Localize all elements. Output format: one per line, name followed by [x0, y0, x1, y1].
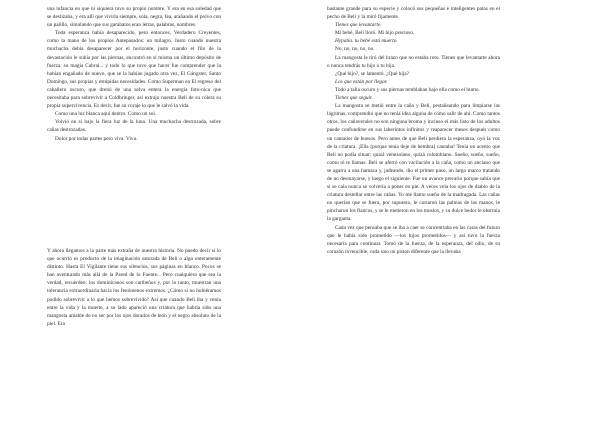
italic-paragraph: Tienes que levantarte. [335, 22, 382, 29]
paragraph: No, no, no, no, no. [335, 46, 375, 53]
paragraph: Todo a talla oscuro y sus piernas temblaban bajo ella como el humo. [335, 86, 480, 93]
paragraph: Y ahora llegamos a la parte más extraña de nuestra historia. No puedo decir si lo que ocurrió es producto de la imaginación saturada de Beli o algo enteramente distinto. Hasta El Vigilante tiene sus silencios, sus páginas en blanco. Pocos se han aventurado más allá de la Pared de lo Fuente... Pero cualquiera que sea la verdad, recuerden: los dominicanos son caribeños y, por lo tanto, muestran una tolerancia extraordinaria hacia los fenómenos extremos. ¿Cómo si no hubiéramos podido sobrevivir a lo que hemos sobrevivido? Así que cuando Beli iba y venía entre la vida y la muerte, a su lado apareció una criatura que habría sido una mangosta amable de no ser por los ojos dorados de león y el negro absoluto de la piel. Era [47, 248, 221, 327]
paragraph: una infancia en que ni siquiera tuvo su propio nombre. Y era en esa soledad que se deslizaba, y era allí que vivirla siempre, sola, negra, fea, arañando el polvo con un palillo, simulando que sus garabatos eran letras, palabras, nombres. [47, 6, 221, 29]
paragraph: Como una luz blanca aquí dentro. Como un sol. [55, 111, 157, 118]
paragraph: La mangosta le tiró del brazo que no estaba roto. Tienes que levantarte ahora o nunca tendrás tu hijo o tu hija. [327, 54, 500, 69]
italic-paragraph: Tienes que seguir. [335, 95, 373, 102]
paragraph: Cada vez que pensaba que se iba a caer se concentraba en las caras del futuro que le había sido prometido —los hijos prometidos— y así tuvo la fuerza necesaria para continuar. Tomó de la fuerza, de la esperanza, del odio, de su corazón invencible, cada uno un piston diferente que la llevaba [327, 224, 500, 255]
italic-paragraph: Hypatía. tu bebé está muerto. [335, 38, 398, 45]
paragraph: bastante grande para su especie y colocó sus pequeñas e inteligentes patas en el pecho de Beli y la miró fijamente. [327, 6, 500, 21]
left-page-bottom-text [47, 247, 221, 328]
paragraph: Dolor por todas partes pero viva. Viva. [55, 135, 138, 142]
paragraph: Toda esperanza había desaparecido, pero entonces, Verdadero Creyentes, como la mano de los propios Antepasados: un milagro. Justo cuando nuestra muchacha debía desaparecer por el horizonte, justo cuando el filo de la devastación le subía por las piernas, encontró en sí misma un último depósito de fuerza: su magia Cabral... y todo lo que tuvo que hacer fue comprender que la habían engañado de nuevo, que se la habían jugado otra vez, El Gángster, Santo Domingo, sus propias y estúpidas necesidades. Como Superman en El regreso del caballero oscuro, que drenó de una selva entera la energía foto-nica que necesitaba para sobrevivir a Coldbringer, así extrajo nuestra Beli de su cólera su propia supervivencia. Es decir, fue su coraje lo que le salvó la vida. [47, 30, 221, 110]
right-page [327, 0, 500, 430]
paragraph: La mangosta se metió entre la caña y Beli, pestañeando para limpiarse las lágrimas, comprendió que no tenía idea alguna de cómo salir de ahí. Como tantos otros, los cañaverales no son ninguna broma y incluso el más listo de los adultos puede confundirse en sus laberintos infinitos y reaparecer meses después como un cantador de huesos. Pero antes de que Beli perdiera la esperanza, oyó la voz de la criatura. ¡Ella (porque tenía deje de hembra) cantaba! Tenía un acento que Beli no podía situar: quizá venezolano, quizá colombiano. Sueño, sueño, sueño, como tú te llamas. Beli se aferró con vacilación a la caña, como un anciano que se agarra a una hamaca y, jadeando, dio el primer paso, un largo marco tratando de no desmayarse, y luego el siguiente. Fue un avance precario porque sabía que si se caía nunca se volvería a poner en pie. A veces vela los ojos de diablo de la criatura destellar entre las cañas. Yo me llamo sueño de la madrugada. Las cañas no querían que se fuera, por supuesto, le cortaron las palmas de las manos, le pincharon los flancos, y se le metieron en los muslos, y su dulce hedor le obstruía la garganta. [327, 103, 500, 223]
italic-paragraph: Los que están por llegar. [335, 78, 388, 85]
paragraph: Volvió en sí bajo la fiera luz de la luna. Una muchacha destrozada, sobre cañas destrozadas. [47, 119, 221, 134]
left-page-top-text [47, 5, 221, 143]
paragraph: Mi bebé, Beli lloró. Mi hijo precioso. [335, 30, 415, 37]
paragraph: ¿Qué hijo?, se lamentó. ¿Qué hija? [335, 70, 409, 77]
left-page [47, 0, 221, 430]
